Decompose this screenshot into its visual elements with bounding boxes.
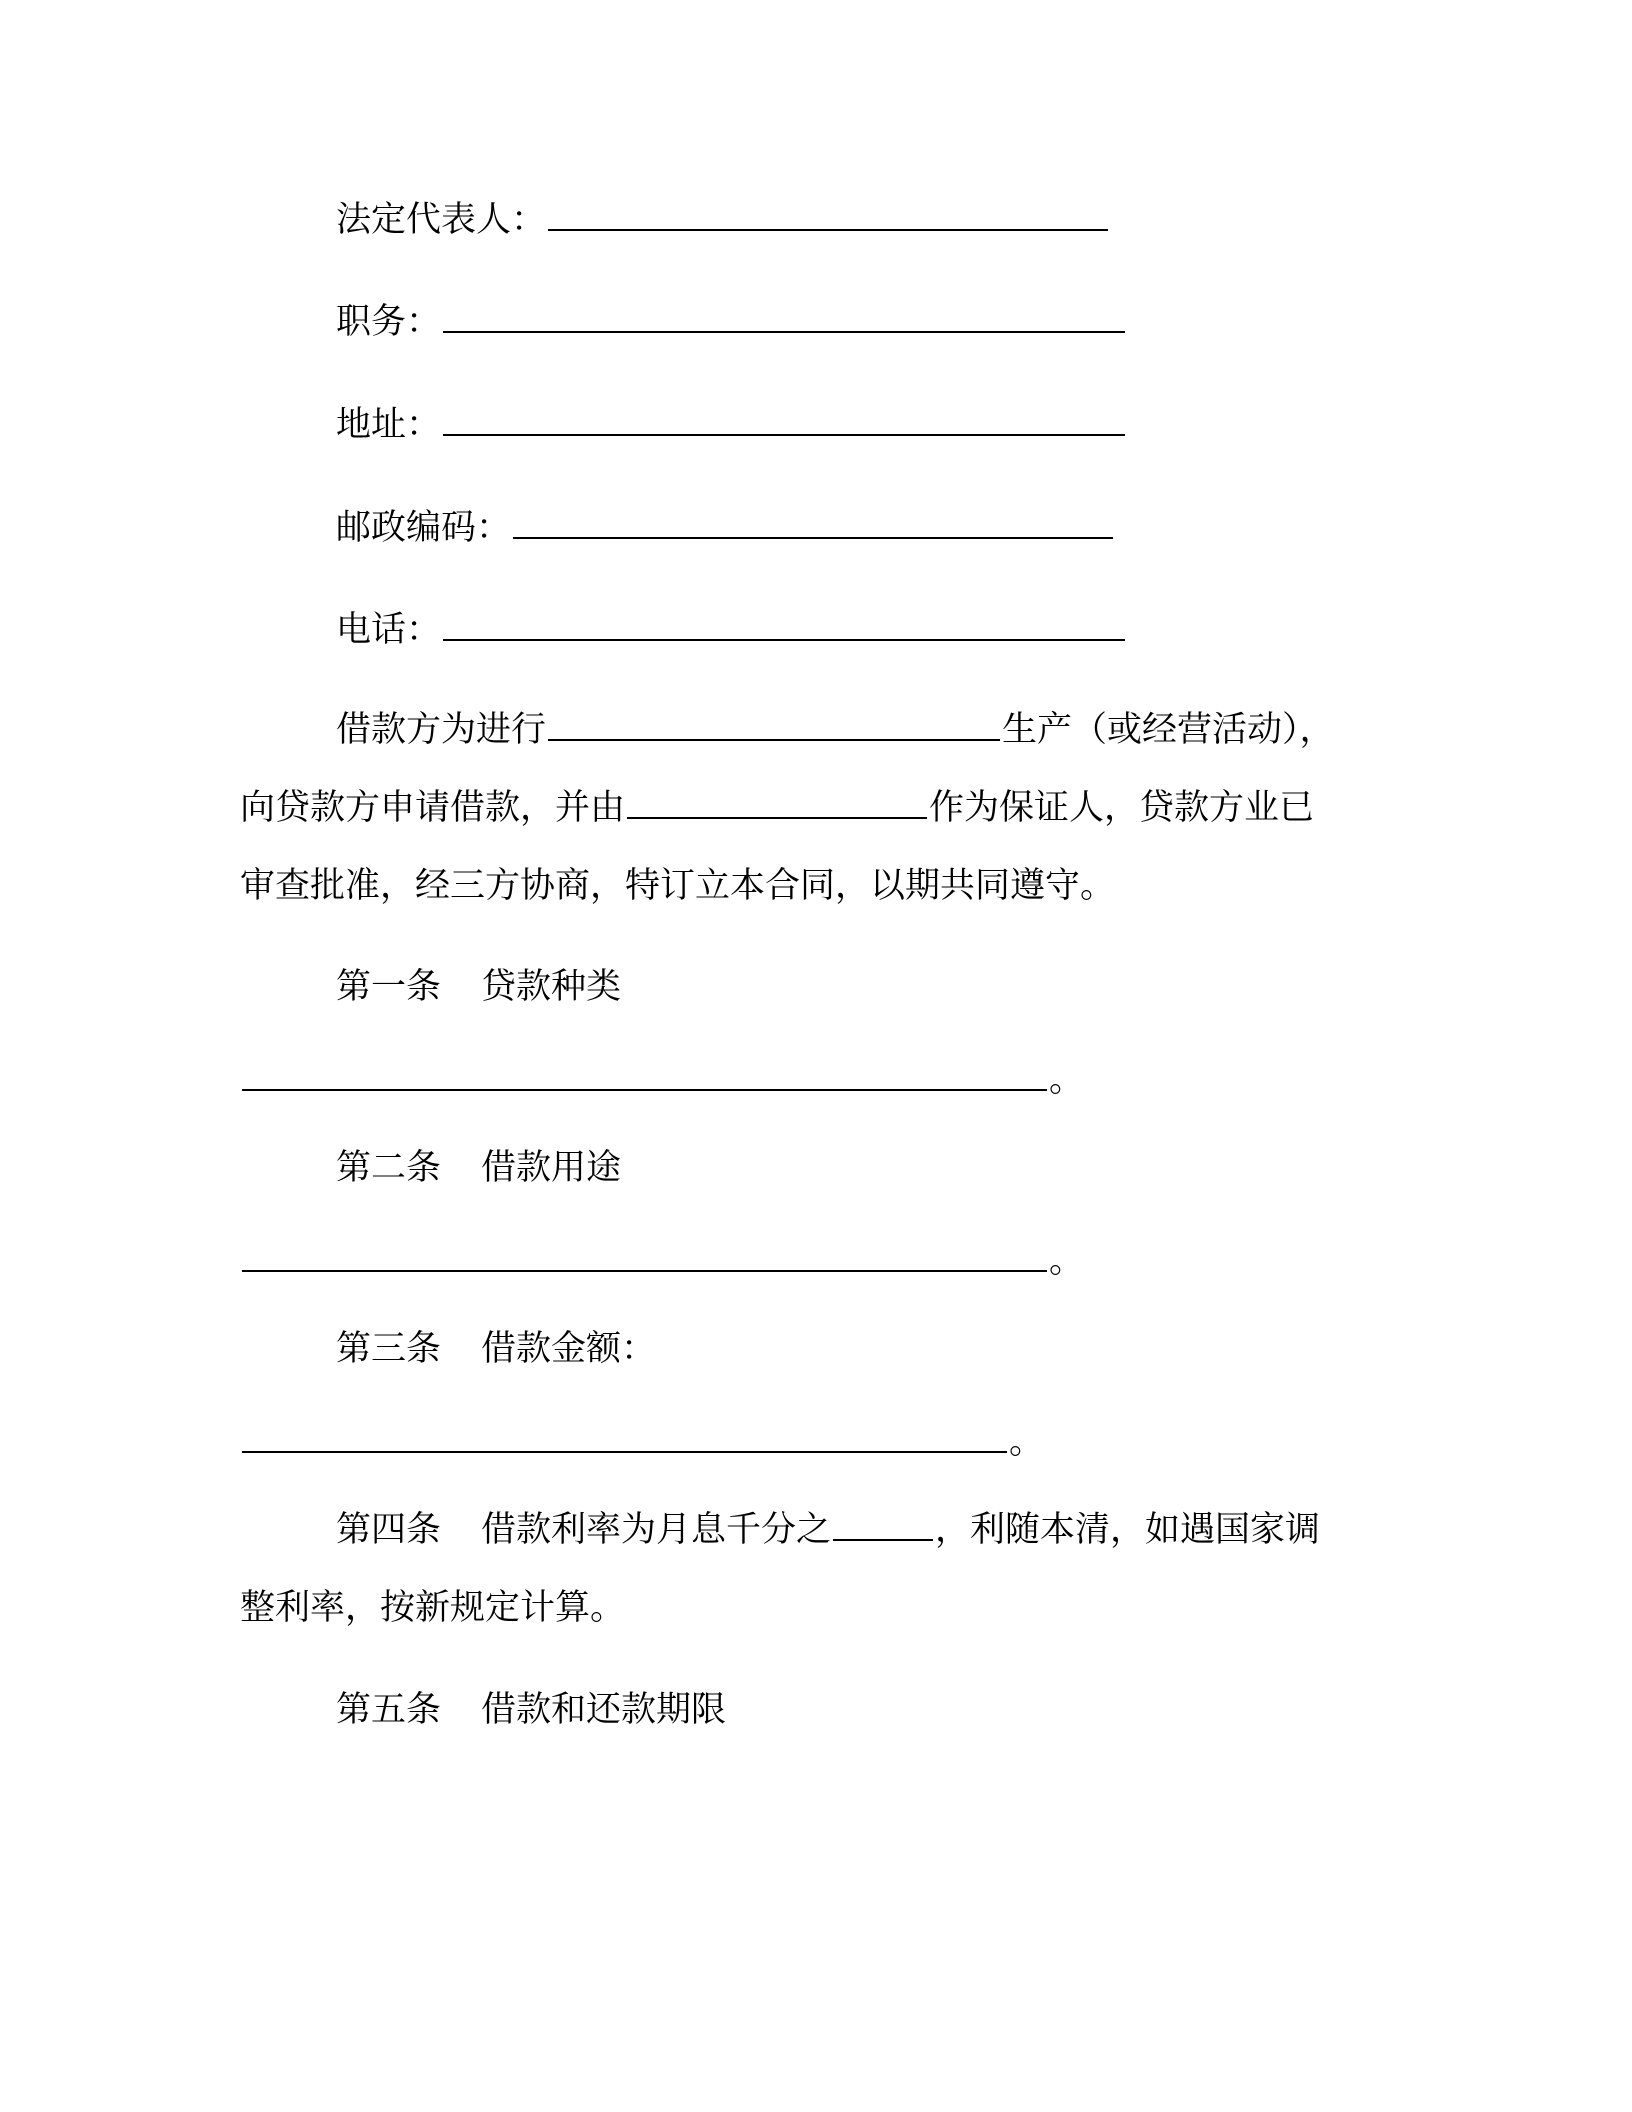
- legal-representative-blank[interactable]: [548, 203, 1108, 231]
- article-title: 借款金额：: [481, 1329, 657, 1369]
- loan-type-blank[interactable]: [242, 1063, 1047, 1091]
- article-number: 第二条: [336, 1148, 442, 1188]
- address-field: [336, 405, 1380, 445]
- preamble-line-3: [240, 866, 1380, 906]
- guarantor-blank[interactable]: [627, 791, 927, 819]
- position-label: 职务：: [336, 302, 442, 342]
- period-mark: 。: [1009, 1422, 1045, 1462]
- phone-field: [336, 610, 1380, 650]
- period-mark: 。: [1049, 1241, 1085, 1281]
- period-mark: 。: [1049, 1060, 1085, 1100]
- article-text: ，利随本清，如遇国家调: [935, 1510, 1321, 1550]
- preamble-text: 生产（或经营活动），: [1002, 710, 1335, 750]
- article-text: 借款利率为月息千分之: [481, 1510, 832, 1550]
- article-title: 借款用途: [481, 1148, 622, 1188]
- preamble-line-1: [336, 710, 1380, 750]
- position-blank[interactable]: [443, 305, 1125, 333]
- loan-amount-blank[interactable]: [242, 1425, 1007, 1453]
- postal-code-label: 邮政编码：: [336, 508, 512, 548]
- preamble-text: 审查批准，经三方协商，特订立本合同，以期共同遵守。: [240, 866, 1116, 906]
- article-3-heading: [336, 1329, 1380, 1369]
- article-title: 贷款种类: [481, 967, 622, 1007]
- address-label: 地址：: [336, 405, 442, 445]
- article-3-content: [240, 1422, 1380, 1462]
- article-4-line-1: [336, 1510, 1380, 1550]
- preamble-text: 作为保证人，贷款方业已: [929, 788, 1315, 828]
- article-number: 第四条: [336, 1510, 442, 1550]
- article-2-content: [240, 1241, 1380, 1281]
- interest-rate-blank[interactable]: [833, 1513, 933, 1541]
- article-2-heading: [336, 1148, 1380, 1188]
- phone-label: 电话：: [336, 610, 442, 650]
- postal-code-blank[interactable]: [513, 511, 1113, 539]
- address-blank[interactable]: [443, 408, 1125, 436]
- preamble-line-2: [240, 788, 1380, 828]
- article-1-content: [240, 1060, 1380, 1100]
- loan-purpose-blank[interactable]: [242, 1244, 1047, 1272]
- phone-blank[interactable]: [443, 613, 1125, 641]
- article-title: 借款和还款期限: [481, 1690, 727, 1730]
- legal-representative-label: 法定代表人：: [336, 200, 547, 240]
- production-type-blank[interactable]: [548, 713, 1000, 741]
- article-number: 第五条: [336, 1690, 442, 1730]
- article-number: 第一条: [336, 967, 442, 1007]
- legal-representative-field: [336, 200, 1380, 240]
- preamble-text: 向贷款方申请借款，并由: [240, 788, 626, 828]
- article-5-heading: [336, 1690, 1380, 1730]
- article-text: 整利率，按新规定计算。: [240, 1588, 626, 1628]
- article-4-line-2: [240, 1588, 1380, 1628]
- article-number: 第三条: [336, 1329, 442, 1369]
- position-field: [336, 302, 1380, 342]
- preamble-text: 借款方为进行: [336, 710, 547, 750]
- postal-code-field: [336, 508, 1380, 548]
- article-1-heading: [336, 967, 1380, 1007]
